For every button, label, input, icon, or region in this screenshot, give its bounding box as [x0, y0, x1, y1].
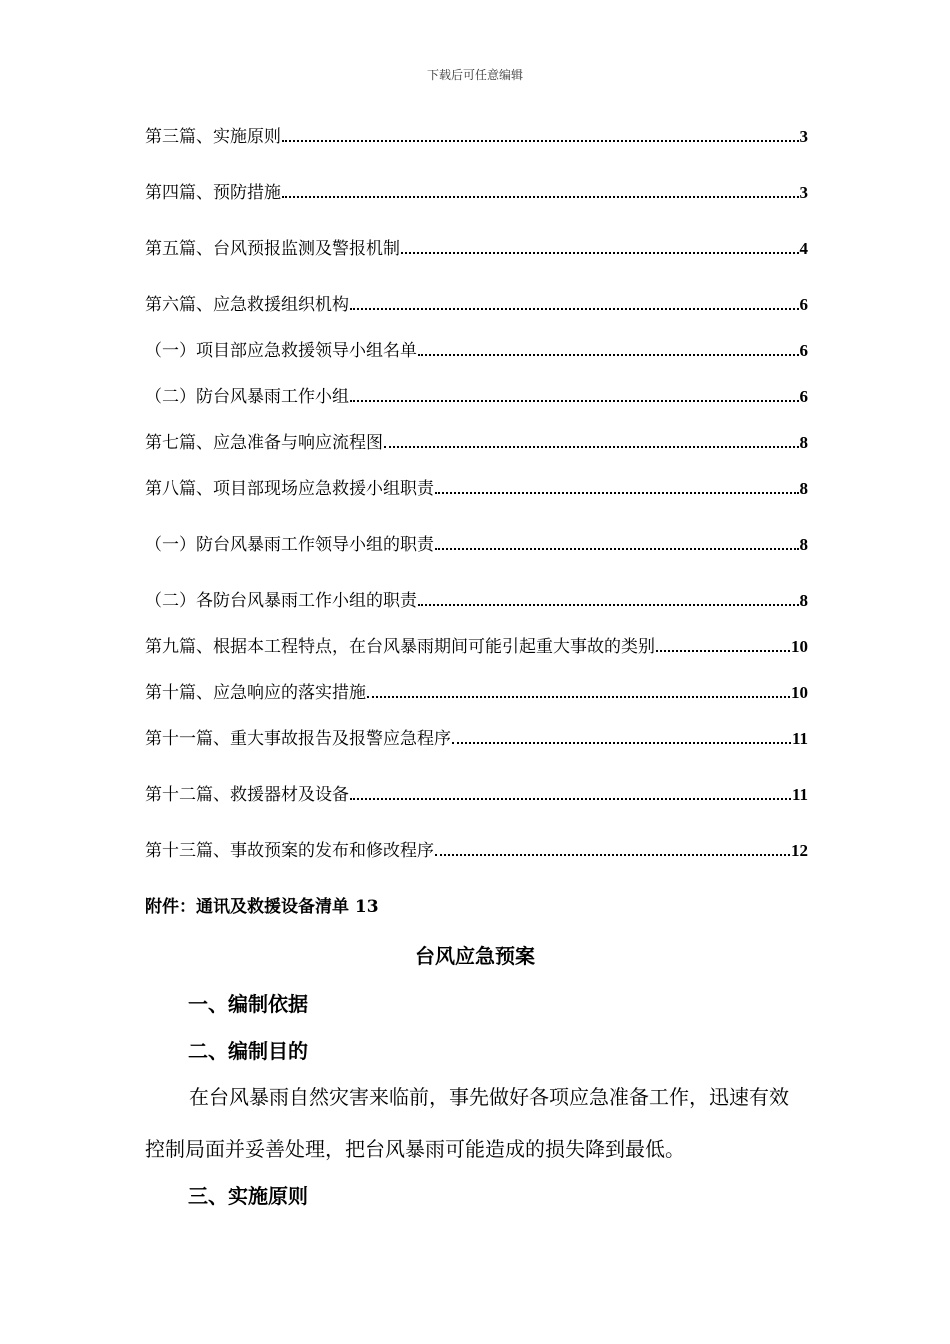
toc-entry-title: 第十二篇、救援器材及设备: [145, 785, 349, 805]
toc-leader-dots: [435, 548, 799, 550]
section-heading-purpose: 二、编制目的: [188, 1039, 308, 1063]
toc-entry-page: 6: [799, 341, 808, 360]
toc-entry[interactable]: [145, 633, 808, 657]
toc-entry-title: 第三篇、实施原则: [145, 127, 281, 147]
toc-leader-dots: [656, 650, 790, 652]
toc-entry-title: （一）防台风暴雨工作领导小组的职责: [145, 535, 434, 555]
toc-entry[interactable]: [145, 781, 808, 805]
toc-entry-title: 第五篇、台风预报监测及警报机制: [145, 239, 400, 259]
toc-entry-page: 4: [799, 239, 808, 258]
toc-entry-title: （二）防台风暴雨工作小组: [145, 387, 349, 407]
toc-leader-dots: [282, 140, 799, 142]
toc-entry-title: （一）项目部应急救援领导小组名单: [145, 341, 417, 361]
toc-leader-dots: [384, 446, 799, 448]
toc-entry-page: 8: [799, 591, 808, 610]
toc-entry-page: 8: [799, 433, 808, 452]
toc-entry[interactable]: [145, 837, 808, 861]
toc-entry-page: 12: [791, 841, 808, 860]
toc-leader-dots: [401, 252, 799, 254]
toc-entry-page: 10: [791, 637, 808, 656]
toc-entry-title: 第七篇、应急准备与响应流程图: [145, 433, 383, 453]
toc-entry-title: （二）各防台风暴雨工作小组的职责: [145, 591, 417, 611]
toc-entry[interactable]: [145, 587, 808, 611]
toc-entry[interactable]: [145, 179, 808, 203]
toc-entry[interactable]: [145, 679, 808, 703]
toc-entry[interactable]: [145, 337, 808, 361]
toc-entry[interactable]: [145, 235, 808, 259]
toc-entry-title: 第十三篇、事故预案的发布和修改程序: [145, 841, 434, 861]
toc-entry-title: 第八篇、项目部现场应急救援小组职责: [145, 479, 434, 499]
section-heading-basis: 一、编制依据: [188, 992, 308, 1016]
toc-leader-dots: [350, 400, 799, 402]
toc-entry[interactable]: [145, 123, 808, 147]
toc-entry[interactable]: [145, 475, 808, 499]
toc-entry-title: 第九篇、根据本工程特点，在台风暴雨期间可能引起重大事故的类别: [145, 637, 655, 657]
toc-leader-dots: [367, 696, 790, 698]
purpose-paragraph-text: 在台风暴雨自然灾害来临前，事先做好各项应急准备工作，迅速有效控制局面并妥善处理，把台风暴雨可能造成的损失降到最低。: [145, 1085, 789, 1161]
toc-entry-title: 第六篇、应急救援组织机构: [145, 295, 349, 315]
toc-entry-title: 第四篇、预防措施: [145, 183, 281, 203]
toc-entry-page: 3: [799, 183, 808, 202]
document-title: 台风应急预案: [415, 944, 535, 968]
toc-entry-page: 8: [799, 535, 808, 554]
toc-entry-title: 第十篇、应急响应的落实措施: [145, 683, 366, 703]
toc-entry-page: 3: [799, 127, 808, 146]
toc-leader-dots: [418, 354, 799, 356]
toc-leader-dots: [350, 308, 799, 310]
toc-leader-dots: [435, 492, 799, 494]
toc-entry-page: 6: [799, 387, 808, 406]
toc-leader-dots: [435, 854, 790, 856]
toc-leader-dots: [350, 798, 791, 800]
section-heading-principles: 三、实施原则: [188, 1184, 308, 1208]
appendix-line: 附件：通讯及救援设备清单 13: [145, 897, 379, 917]
toc-entry-page: 6: [799, 295, 808, 314]
toc-entry[interactable]: [145, 725, 808, 749]
toc-entry-page: 11: [791, 785, 808, 804]
toc-leader-dots: [282, 196, 799, 198]
purpose-paragraph: [145, 1071, 808, 1175]
toc-entry[interactable]: [145, 531, 808, 555]
toc-entry[interactable]: [145, 383, 808, 407]
toc-entry-title: 第十一篇、重大事故报告及报警应急程序: [145, 729, 451, 749]
toc-leader-dots: [452, 742, 791, 744]
toc-leader-dots: [418, 604, 799, 606]
toc-entry-page: 10: [791, 683, 808, 702]
toc-entry-page: 11: [791, 729, 808, 748]
toc-entry[interactable]: [145, 429, 808, 453]
toc-entry[interactable]: [145, 291, 808, 315]
toc-entry-page: 8: [799, 479, 808, 498]
page-header: 下载后可任意编辑: [426, 68, 523, 82]
